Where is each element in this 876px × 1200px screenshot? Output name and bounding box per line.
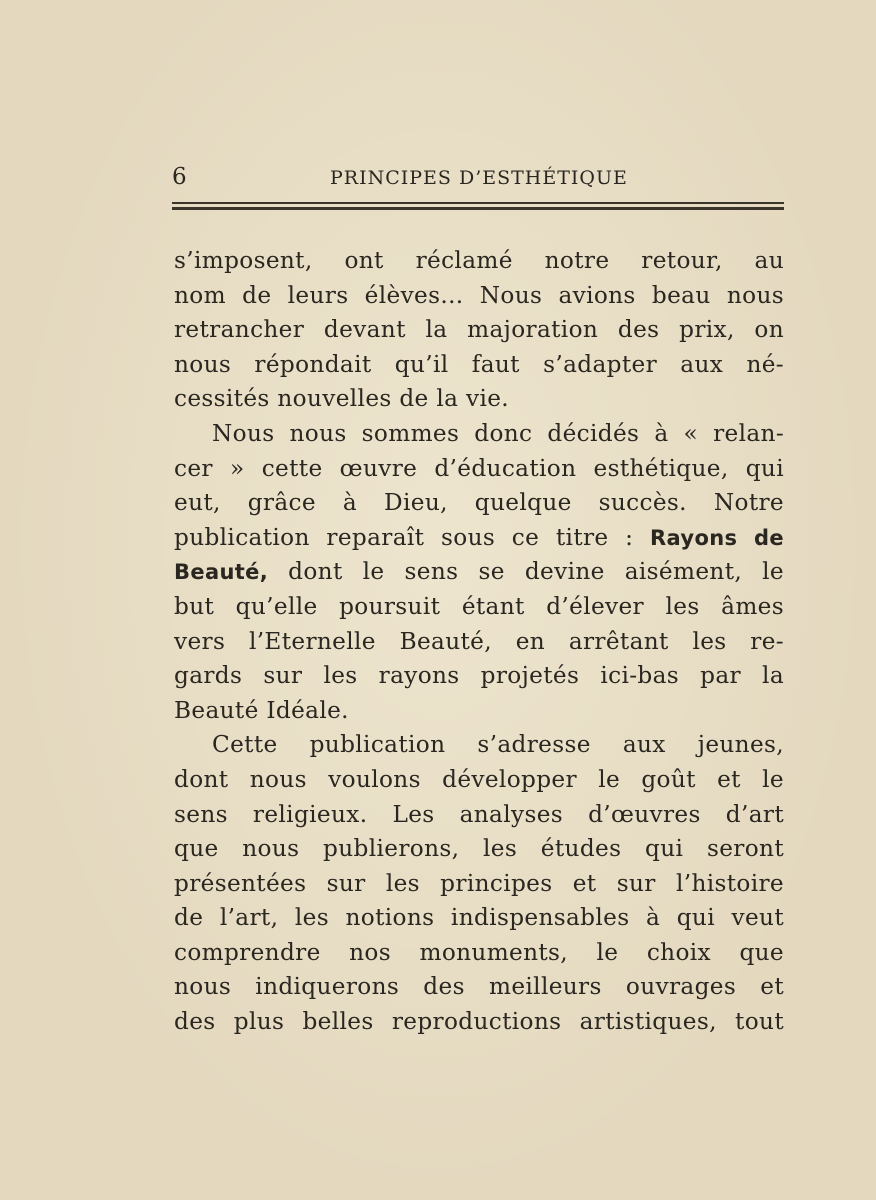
- page-header: [172, 164, 784, 198]
- text-line: [174, 521, 784, 556]
- publication-title-part-1: Rayons de: [650, 525, 784, 550]
- text-line: comprendre nos monuments, le choix que: [174, 938, 784, 966]
- text-line: nous répondait qu’il faut s’adapter aux né-: [174, 350, 784, 378]
- text-line: présentées sur les principes et sur l’histoire: [174, 869, 784, 897]
- text-line: [174, 555, 784, 590]
- text-line: cer » cette œuvre d’éducation esthétique, qui: [174, 454, 784, 482]
- text-line: sens religieux. Les analyses d’œuvres d’art: [174, 800, 784, 828]
- text-fragment: publication reparaît sous ce titre :: [174, 523, 651, 551]
- paragraph-2: [174, 417, 784, 728]
- text-line: s’imposent, ont réclamé notre retour, au: [174, 247, 784, 274]
- text-line: dont nous voulons développer le goût et le: [174, 765, 784, 793]
- body-text: [174, 244, 784, 1040]
- text-line: Nous nous sommes donc décidés à « relan-: [212, 419, 784, 447]
- text-line: retrancher devant la majoration des prix, on: [174, 316, 784, 344]
- header-rule-thin: [172, 202, 784, 204]
- text-line: vers l’Eternelle Beauté, en arrêtant les re-: [174, 627, 784, 655]
- text-line: Beauté Idéale.: [174, 696, 349, 724]
- text-line: des plus belles reproductions artistiques, tout: [174, 1008, 784, 1036]
- text-line: but qu’elle poursuit étant d’élever les âmes: [174, 592, 784, 620]
- paragraph-1: [174, 244, 784, 417]
- text-line: gards sur les rayons projetés ici-bas par la: [174, 662, 784, 690]
- text-line: de l’art, les notions indispensables à qui veut: [174, 904, 784, 932]
- text-fragment: dont le sens se devine aisément, le: [268, 558, 784, 586]
- text-line: nom de leurs élèves... Nous avions beau nous: [174, 281, 784, 309]
- header-rule-thick: [172, 207, 784, 210]
- text-line: eut, grâce à Dieu, quelque succès. Notre: [174, 489, 784, 517]
- running-title: PRINCIPES D’ESTHÉTIQUE: [330, 167, 628, 189]
- publication-title-part-2: Beauté,: [174, 560, 269, 585]
- text-line: nous indiquerons des meilleurs ouvrages et: [174, 973, 784, 1001]
- text-line: cessités nouvelles de la vie.: [174, 385, 510, 413]
- text-line: Cette publication s’adresse aux jeunes,: [212, 731, 784, 759]
- text-line: que nous publierons, les études qui seront: [174, 835, 784, 863]
- paragraph-3: [174, 728, 784, 1039]
- page-number: 6: [172, 164, 188, 190]
